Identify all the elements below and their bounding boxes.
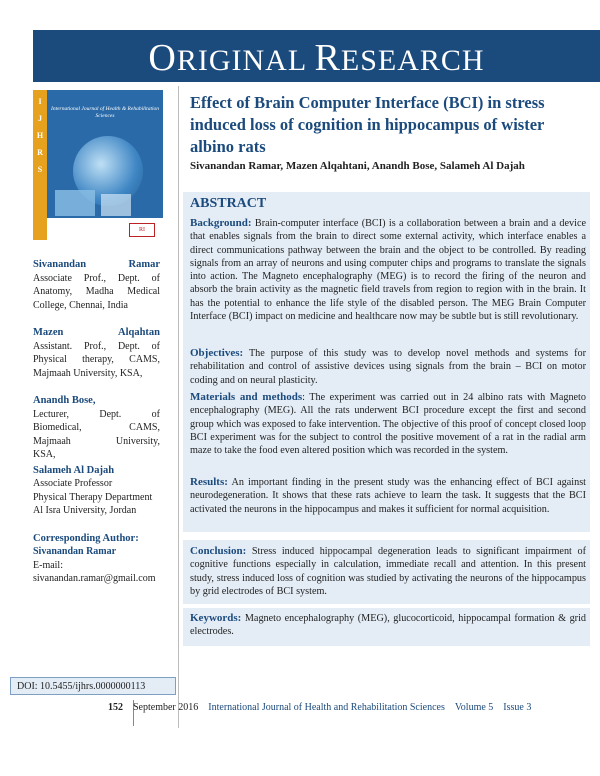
page-number: 152 [108,702,123,713]
abstract-conclusion: Conclusion: Stress induced hippocampal degeneration leads to significant impairment of cognitive functions especially in calculation, immediate recall and attention. In this present study, stress induced loss of cognition was studied by activating the neurons of the hippocampus by grid electrodes of BCI system. [190,545,586,597]
cover-photo [55,190,95,216]
abstract-background: Background: Brain-computer interface (BCI) is a collaboration between a brain and a device that enables signals from the brain to direct some external activity, which interface enables a direct communications pathway between the brain and the object to be controlled. By reading signals from an array of neurons and using computer chips and programs to translate the signals into action. The Magneto encephalography (MEG) is to record the firing of the neuron and absorb the brain activity as the magnetic field travels from region to region with in the brain. It has the potential to enhance the life style of the disabled person. The MEG Brain Computer Interface (BCI) impact on medicine and healthcare now may be subtle but is still revolutionary. [190,217,586,323]
author-affiliation: Anandh Bose, Lecturer, Dept. of Biomedical, CAMS, Majmaah University, KSA, [33,395,160,460]
column-divider [178,86,179,728]
author-email[interactable]: sivanandan.ramar@gmail.com [33,573,156,584]
author-affiliation: Mazen Alqahtan Assistant. Prof., Dept. of Physical therapy, CAMS, Majmaah University, KSA, [33,327,160,379]
abstract-heading: ABSTRACT [190,196,267,211]
cover-journal-title: International Journal of Health & Rehabilitation Sciences [51,106,160,119]
author-affiliation: Sivanandan Ramar Associate Prof., Dept. of Anatomy, Madha Medical College, Chennai, India [33,259,160,311]
article-authors: Sivanandan Ramar, Mazen Alqahtani, Anandh Bose, Salameh Al Dajah [190,160,525,172]
cover-footer [47,218,163,240]
corresponding-author: Corresponding Author: Sivanandan Ramar E-mail: sivanandan.ramar@gmail.com [33,532,160,586]
section-banner: ORIGINAL RESEARCH [33,30,600,82]
journal-cover-image [33,90,163,240]
cover-photo [101,194,131,216]
publisher-logo: RI [129,223,155,237]
author-affiliation: Salameh Al Dajah Associate Professor Physical Therapy Department Al Isra University, Jordan [33,464,153,516]
abstract-results: Results: An important finding in the present study was the enhancing effect of BCI against neurodegeneration. It shows that these rats achieve to learn the task. It suggests that the BCI activated the neurons in the hippocampus and makes it sufficient for normal acquisition. [190,476,586,515]
article-title: Effect of Brain Computer Interface (BCI) in stress induced loss of cognition in hippocampus of wister albino rats [190,93,545,156]
keywords: Keywords: Magneto encephalography (MEG), glucocorticoid, hippocampal formation & grid electrodes. [190,612,586,638]
abstract-methods: Materials and methods: The experiment was carried out in 24 albino rats with Magneto encephalography (MEG). All the rats underwent BCI procedure except the first and second group which was exposed to fake intervention. The objective of this proof of concept closed loop BCI experiment was for the subject to control the positive movement of a rat in the radial arm maze to take the food even altered position which was recorded in the system. [190,391,586,457]
author-sidebar [33,258,160,586]
page-footer: 152 September 2016 International Journal of Health and Rehabilitation Sciences Volume 5 Issue 3 [108,702,532,713]
cover-stripe: I J H R S [33,90,47,240]
doi-link[interactable]: DOI: 10.5455/ijhrs.0000000113 [10,677,176,695]
abstract-objectives: Objectives: The purpose of this study was to develop novel methods and systems for rehabilitation and control of assistive devices using signals from the brain – BCI on motor coding and on neural plasticity. [190,347,586,386]
